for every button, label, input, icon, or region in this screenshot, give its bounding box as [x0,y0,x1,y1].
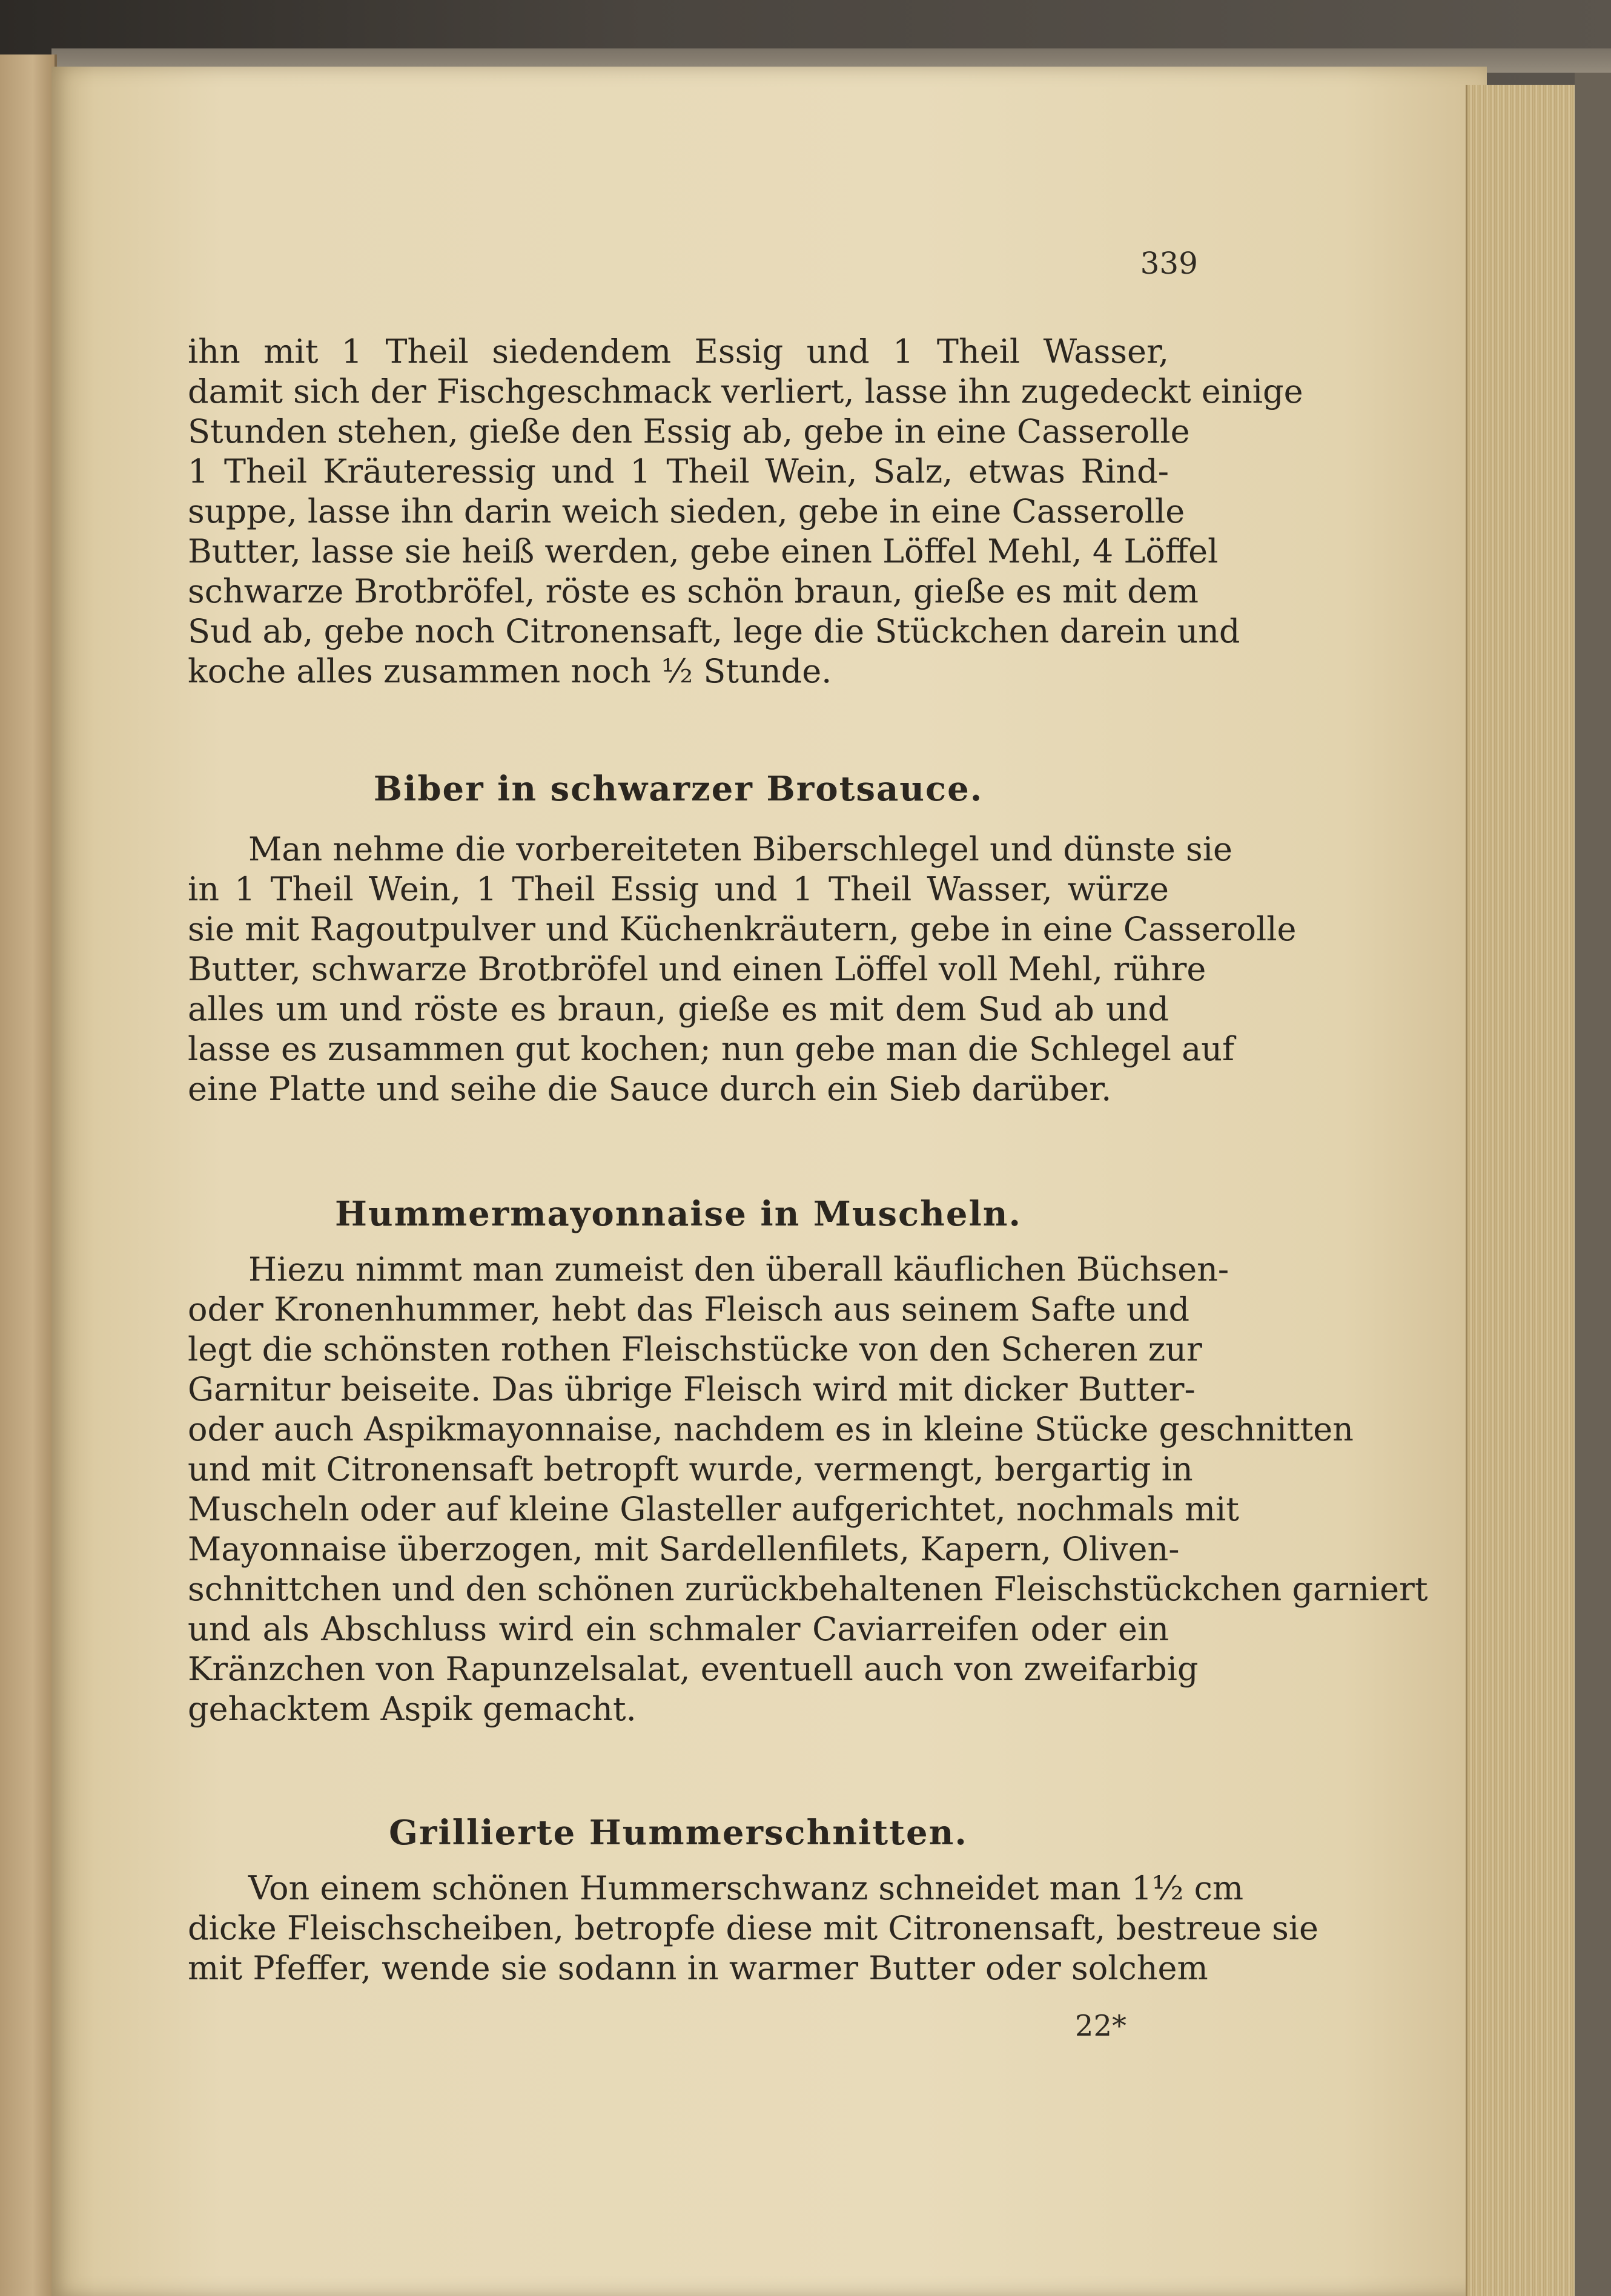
text-line: Kränzchen von Rapunzelsalat, eventuell auch von zweifarbig [188,1650,1199,1688]
text-line: dicke Fleischscheiben, betropfe diese mit Citronensaft, bestreue sie [188,1909,1319,1947]
text-line: ihn mit 1 Theil siedendem Essig und 1 Theil Wasser, [188,332,1169,371]
text-line: alles um und röste es braun, gieße es mit dem Sud ab und [188,990,1169,1028]
section-heading-biber: Biber in schwarzer Brotsauce. [373,769,984,809]
text-line: gehacktem Aspik gemacht. [188,1690,637,1728]
text-line: oder Kronenhummer, hebt das Fleisch aus seinem Safte und [188,1290,1190,1328]
text-line: Man nehme die vorbereiteten Biberschlegel und dünste sie [248,830,1232,868]
text-line: Hiezu nimmt man zumeist den überall käuflichen Büchsen- [248,1250,1229,1288]
text-line: Mayonnaise überzogen, mit Sardellenfilets, Kapern, Oliven- [188,1530,1180,1568]
text-line: Butter, lasse sie heiß werden, gebe einen Löffel Mehl, 4 Löffel [188,532,1219,570]
section-heading-hummermayonnaise: Hummermayonnaise in Muscheln. [335,1194,1022,1234]
text-line: und mit Citronensaft betropft wurde, vermengt, bergartig in [188,1450,1193,1488]
text-line: suppe, lasse ihn darin weich sieden, gebe in eine Casserolle [188,492,1185,530]
text-line: lasse es zusammen gut kochen; nun gebe man die Schlegel auf [188,1030,1235,1068]
text-line: Muscheln oder auf kleine Glasteller aufgerichtet, nochmals mit [188,1490,1239,1528]
text-line: 1 Theil Kräuteressig und 1 Theil Wein, Salz, etwas Rind- [188,452,1169,490]
left-page-edge [0,54,57,2296]
text-line: legt die schönsten rothen Fleischstücke von den Scheren zur [188,1330,1202,1368]
section-heading-hummerschnitten: Grillierte Hummerschnitten. [389,1813,968,1853]
section-paragraph-hummermayonnaise [188,1250,1428,1729]
text-line: koche alles zusammen noch ½ Stunde. [188,652,832,690]
book-cover-edge [1575,73,1611,2296]
text-line: Sud ab, gebe noch Citronensaft, lege die Stückchen darein und [188,612,1240,650]
intro-paragraph [188,332,1303,691]
page-number: 339 [1140,246,1198,281]
section-paragraph-biber [188,830,1297,1109]
text-line: schwarze Brotbröfel, röste es schön braun, gieße es mit dem [188,572,1199,610]
text-line: Von einem schönen Hummerschwanz schneidet man 1½ cm [248,1869,1244,1907]
text-line: mit Pfeffer, wende sie sodann in warmer Butter oder solchem [188,1949,1208,1987]
text-line: und als Abschluss wird ein schmaler Caviarreifen oder ein [188,1610,1169,1648]
text-line: sie mit Ragoutpulver und Küchenkräutern, gebe in eine Casserolle [188,910,1297,948]
printer-signature: 22* [1074,2009,1126,2043]
text-line: Stunden stehen, gieße den Essig ab, gebe in eine Casserolle [188,412,1190,450]
text-line: eine Platte und seihe die Sauce durch ein Sieb darüber. [188,1070,1112,1108]
page-stack-edges [1466,85,1583,2296]
text-line: schnittchen und den schönen zurückbehaltenen Fleischstückchen garniert [188,1570,1428,1608]
text-line: Garnitur beiseite. Das übrige Fleisch wird mit dicker Butter- [188,1370,1196,1408]
text-line: oder auch Aspikmayonnaise, nachdem es in kleine Stücke geschnitten [188,1410,1354,1448]
text-line: in 1 Theil Wein, 1 Theil Essig und 1 Theil Wasser, würze [188,870,1169,908]
text-line: damit sich der Fischgeschmack verliert, lasse ihn zugedeckt einige [188,372,1303,411]
section-paragraph-hummerschnitten [188,1869,1319,1988]
text-line: Butter, schwarze Brotbröfel und einen Löffel voll Mehl, rühre [188,950,1206,988]
